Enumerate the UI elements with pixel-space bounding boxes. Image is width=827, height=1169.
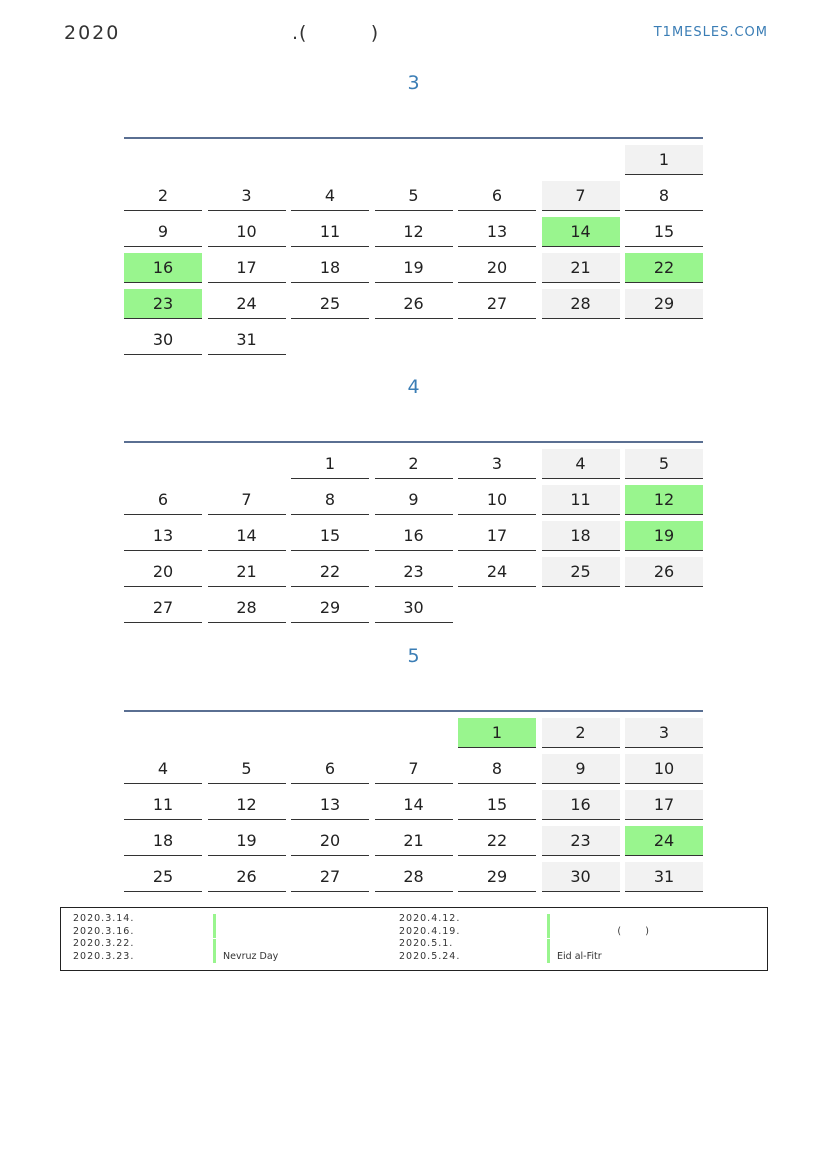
day-cell: 23 [375, 557, 453, 587]
legend-holiday-marker [547, 951, 550, 963]
month-title: 3 [407, 72, 420, 94]
weekend-day-cell: 11 [542, 485, 620, 515]
holiday-day-cell: 22 [625, 253, 703, 283]
holiday-day-cell: 16 [124, 253, 202, 283]
day-cell: 26 [375, 289, 453, 319]
day-cell: 12 [208, 790, 286, 820]
day-cell: 1 [291, 449, 369, 479]
weekend-day-cell: 3 [625, 718, 703, 748]
day-cell: 8 [291, 485, 369, 515]
day-cell: 21 [375, 826, 453, 856]
day-cell: 8 [458, 754, 536, 784]
legend-holiday-name: ( ) [557, 925, 649, 937]
year-title: 2020 [64, 22, 121, 44]
day-cell: 3 [458, 449, 536, 479]
holiday-day-cell: 24 [625, 826, 703, 856]
day-cell: 7 [208, 485, 286, 515]
legend-date: 2020.4.12. [399, 913, 461, 924]
day-cell: 12 [375, 217, 453, 247]
day-cell: 10 [208, 217, 286, 247]
day-cell: 31 [208, 325, 286, 355]
legend-holiday-marker [547, 914, 550, 926]
weekend-day-cell: 2 [542, 718, 620, 748]
day-cell: 7 [375, 754, 453, 784]
day-cell: 25 [291, 289, 369, 319]
day-cell: 22 [291, 557, 369, 587]
day-cell: 16 [375, 521, 453, 551]
day-cell: 15 [458, 790, 536, 820]
weekend-day-cell: 25 [542, 557, 620, 587]
day-cell: 6 [291, 754, 369, 784]
day-cell: 14 [208, 521, 286, 551]
day-cell: 24 [208, 289, 286, 319]
holiday-day-cell: 1 [458, 718, 536, 748]
month-grid [124, 137, 703, 361]
weekend-day-cell: 23 [542, 826, 620, 856]
day-cell: 17 [208, 253, 286, 283]
day-cell: 20 [291, 826, 369, 856]
day-cell: 22 [458, 826, 536, 856]
day-cell: 27 [291, 862, 369, 892]
month-title: 4 [407, 376, 420, 398]
weekend-day-cell: 5 [625, 449, 703, 479]
month-grid [124, 710, 703, 898]
legend-date: 2020.5.24. [399, 950, 461, 962]
month-grid [124, 441, 703, 629]
day-cell: 17 [458, 521, 536, 551]
day-cell: 19 [375, 253, 453, 283]
weekend-day-cell: 7 [542, 181, 620, 211]
day-cell: 14 [375, 790, 453, 820]
weekend-day-cell: 16 [542, 790, 620, 820]
holiday-legend [60, 907, 768, 971]
weekend-day-cell: 21 [542, 253, 620, 283]
day-cell: 2 [375, 449, 453, 479]
holiday-day-cell: 23 [124, 289, 202, 319]
weekend-day-cell: 28 [542, 289, 620, 319]
day-cell: 4 [124, 754, 202, 784]
weekend-day-cell: 29 [625, 289, 703, 319]
day-cell: 13 [124, 521, 202, 551]
day-cell: 15 [291, 521, 369, 551]
weekend-day-cell: 31 [625, 862, 703, 892]
weekend-day-cell: 4 [542, 449, 620, 479]
day-cell: 5 [208, 754, 286, 784]
legend-date: 2020.4.19. [399, 925, 461, 937]
site-link[interactable]: T1MESLES.COM [653, 25, 768, 40]
legend-holiday-name: Nevruz Day [223, 950, 279, 962]
day-cell: 30 [375, 593, 453, 623]
day-cell: 9 [124, 217, 202, 247]
page-header [64, 22, 768, 46]
day-cell: 28 [375, 862, 453, 892]
day-cell: 6 [458, 181, 536, 211]
day-cell: 13 [291, 790, 369, 820]
weekend-day-cell: 30 [542, 862, 620, 892]
legend-holiday-marker [547, 926, 550, 938]
day-cell: 8 [625, 181, 703, 211]
day-cell: 4 [291, 181, 369, 211]
day-cell: 20 [458, 253, 536, 283]
day-cell: 2 [124, 181, 202, 211]
day-cell: 9 [375, 485, 453, 515]
day-cell: 30 [124, 325, 202, 355]
weekend-day-cell: 9 [542, 754, 620, 784]
day-cell: 28 [208, 593, 286, 623]
day-cell: 27 [458, 289, 536, 319]
title-parenthetical: .( ) [292, 22, 380, 44]
legend-date: 2020.3.23. [73, 950, 135, 962]
legend-holiday-marker [213, 951, 216, 963]
day-cell: 29 [458, 862, 536, 892]
day-cell: 18 [291, 253, 369, 283]
day-cell: 21 [208, 557, 286, 587]
day-cell: 20 [124, 557, 202, 587]
day-cell: 6 [124, 485, 202, 515]
day-cell: 10 [458, 485, 536, 515]
day-cell: 19 [208, 826, 286, 856]
day-cell: 25 [124, 862, 202, 892]
legend-holiday-name: Eid al-Fitr [557, 950, 602, 962]
legend-date: 2020.3.16. [73, 925, 135, 937]
legend-holiday-marker [213, 939, 216, 951]
holiday-day-cell: 14 [542, 217, 620, 247]
day-cell: 15 [625, 217, 703, 247]
day-cell: 11 [124, 790, 202, 820]
weekend-day-cell: 26 [625, 557, 703, 587]
weekend-day-cell: 17 [625, 790, 703, 820]
weekend-day-cell: 18 [542, 521, 620, 551]
legend-date: 2020.3.14. [73, 913, 135, 924]
month-title: 5 [407, 645, 420, 667]
holiday-day-cell: 12 [625, 485, 703, 515]
day-cell: 26 [208, 862, 286, 892]
day-cell: 24 [458, 557, 536, 587]
legend-holiday-marker [547, 939, 550, 951]
legend-holiday-marker [213, 926, 216, 938]
day-cell: 3 [208, 181, 286, 211]
legend-date: 2020.3.22. [73, 938, 135, 949]
day-cell: 5 [375, 181, 453, 211]
weekend-day-cell: 1 [625, 145, 703, 175]
legend-holiday-marker [213, 914, 216, 926]
weekend-day-cell: 10 [625, 754, 703, 784]
day-cell: 27 [124, 593, 202, 623]
legend-date: 2020.5.1. [399, 938, 454, 949]
day-cell: 29 [291, 593, 369, 623]
holiday-day-cell: 19 [625, 521, 703, 551]
day-cell: 18 [124, 826, 202, 856]
day-cell: 13 [458, 217, 536, 247]
day-cell: 11 [291, 217, 369, 247]
